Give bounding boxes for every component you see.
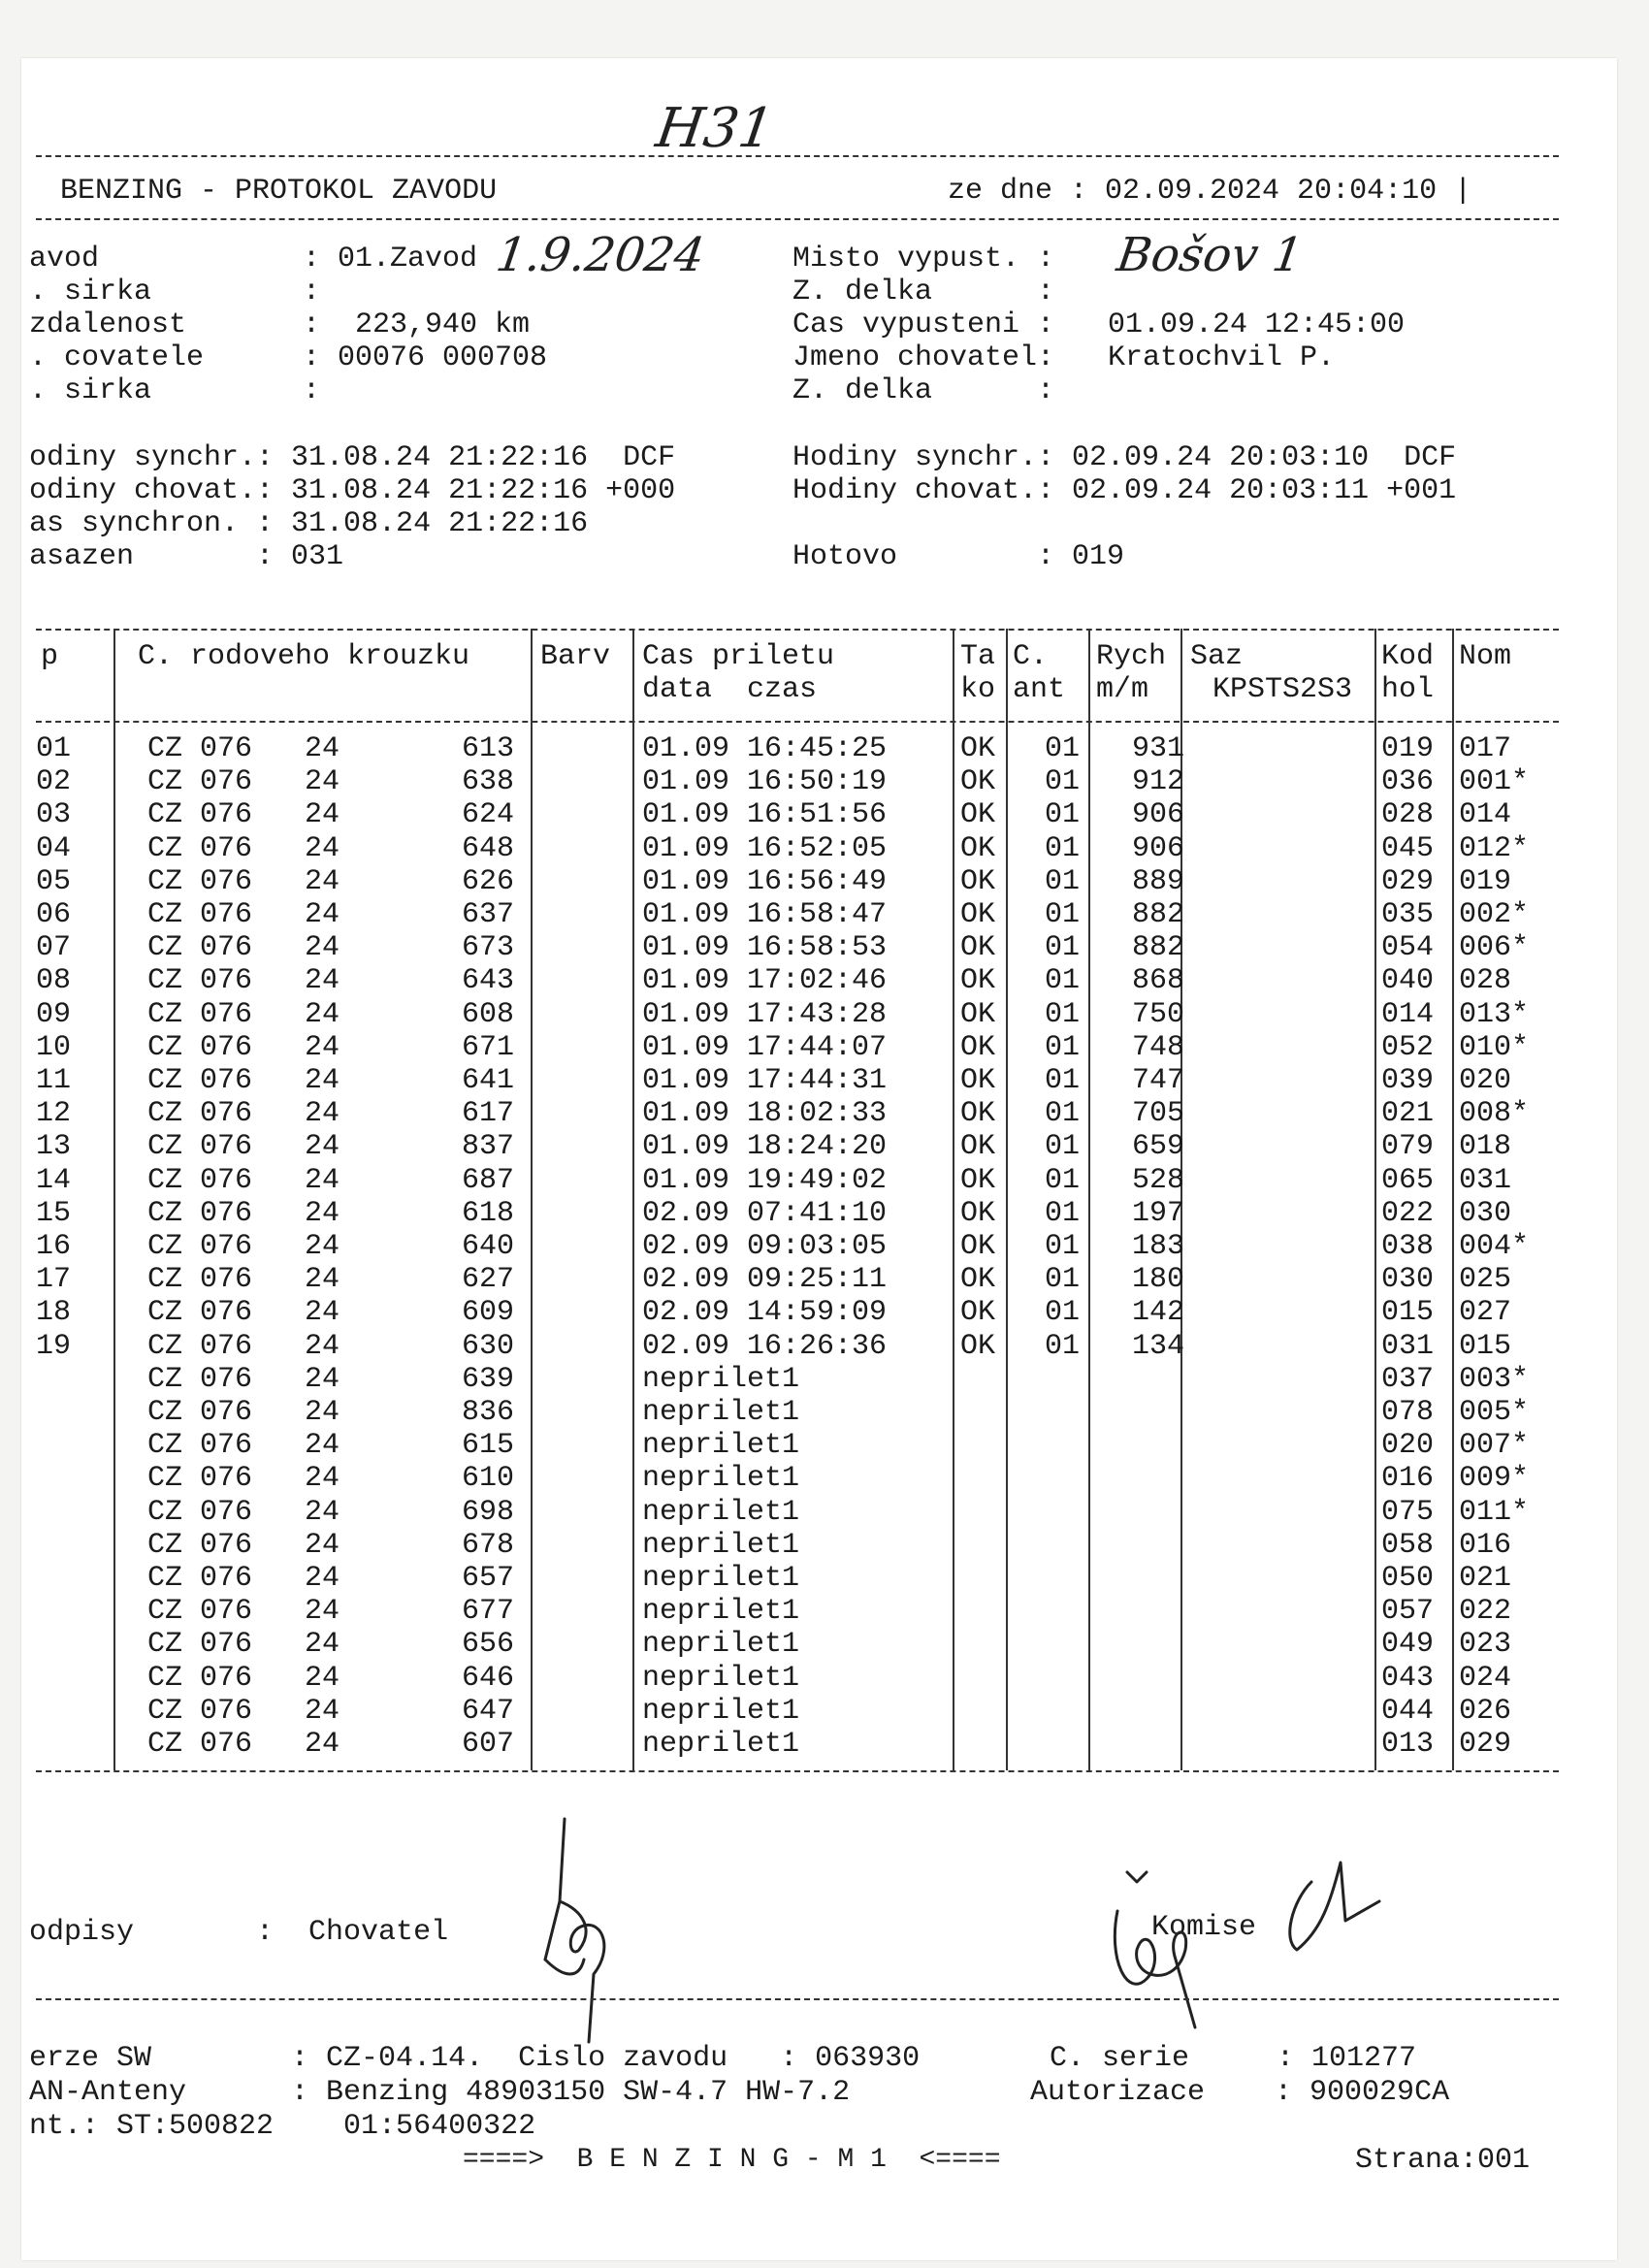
cell-antenna: 01	[1045, 964, 1081, 998]
cell-position: 08	[36, 964, 72, 998]
cell-code: 039	[1381, 1064, 1435, 1097]
cell-ring-number: CZ 076 24 687	[147, 1163, 515, 1197]
info-label: . covatele	[29, 341, 205, 374]
cell-code: 036	[1381, 765, 1435, 799]
cell-nomination: 005*	[1459, 1396, 1530, 1429]
cell-arrival-time: 02.09 16:26:36	[642, 1329, 888, 1363]
cell-speed: 889	[1132, 864, 1185, 898]
cell-speed: 705	[1132, 1097, 1185, 1131]
cell-tako: OK	[960, 997, 996, 1031]
cell-speed: 183	[1132, 1230, 1185, 1263]
cell-tako: OK	[960, 1230, 996, 1263]
cell-tako: OK	[960, 765, 996, 799]
info-label: . sirka	[29, 275, 152, 308]
footer-device: ====> B E N Z I N G - M 1 <====	[463, 2145, 1001, 2175]
cell-speed: 882	[1132, 898, 1185, 931]
table-header-ring: C. rodoveho krouzku	[138, 640, 470, 673]
cell-tako: OK	[960, 1097, 996, 1131]
cell-code: 013	[1381, 1728, 1435, 1761]
cell-ring-number: CZ 076 24 613	[147, 732, 515, 765]
cell-tako: OK	[960, 1064, 996, 1097]
cell-position: 14	[36, 1163, 72, 1197]
cell-antenna: 01	[1045, 997, 1081, 1031]
cell-speed: 882	[1132, 931, 1185, 965]
cell-antenna: 01	[1045, 1263, 1081, 1297]
cell-code: 022	[1381, 1196, 1435, 1230]
table-column-line	[1452, 629, 1454, 1770]
breeder-signature	[526, 1814, 681, 2047]
cell-nomination: 019	[1459, 864, 1512, 898]
table-header-por: p	[41, 640, 59, 673]
cell-position: 16	[36, 1230, 72, 1263]
cell-code: 065	[1381, 1163, 1435, 1197]
cell-nomination: 006*	[1459, 931, 1530, 965]
cell-nomination: 018	[1459, 1130, 1512, 1164]
cell-arrival-time: neprilet1	[642, 1628, 800, 1662]
table-header-time: Cas priletu	[642, 640, 835, 673]
cell-speed: 906	[1132, 798, 1185, 832]
cell-ring-number: CZ 076 24 626	[147, 864, 515, 898]
cell-ring-number: CZ 076 24 637	[147, 898, 515, 931]
cell-speed: 748	[1132, 1030, 1185, 1064]
footer-antenna: AN-Anteny : Benzing 48903150 SW-4.7 HW-7.2	[29, 2076, 851, 2109]
cell-arrival-time: 02.09 07:41:10	[642, 1196, 888, 1230]
cell-arrival-time: neprilet1	[642, 1396, 800, 1429]
cell-position: 12	[36, 1097, 72, 1131]
cell-code: 052	[1381, 1030, 1435, 1064]
info-value: :	[303, 374, 321, 407]
cell-tako: OK	[960, 798, 996, 832]
cell-antenna: 01	[1045, 1163, 1081, 1197]
cell-ring-number: CZ 076 24 639	[147, 1362, 515, 1396]
cell-speed: 142	[1132, 1296, 1185, 1330]
info-value: : 223,940 km	[303, 308, 531, 341]
info-label: Z. delka :	[792, 374, 1055, 407]
sync-line: odiny chovat.: 31.08.24 21:22:16 +000	[29, 474, 676, 507]
cell-ring-number: CZ 076 24 607	[147, 1728, 515, 1761]
footer-serial: C. serie : 101277	[1050, 2042, 1417, 2075]
sync-line: as synchron. : 31.08.24 21:22:16	[29, 507, 589, 540]
cell-arrival-time: 01.09 17:44:31	[642, 1064, 888, 1097]
commission-label: Komise	[1151, 1911, 1257, 1944]
cell-arrival-time: 02.09 09:03:05	[642, 1230, 888, 1263]
cell-ring-number: CZ 076 24 610	[147, 1462, 515, 1496]
table-bottom-rule	[36, 1770, 1559, 1772]
signature-label: odpisy : Chovatel	[29, 1916, 449, 1949]
cell-arrival-time: neprilet1	[642, 1694, 800, 1728]
handwritten-race-date: 1.9.2024	[493, 228, 708, 282]
cell-arrival-time: 01.09 16:45:25	[642, 732, 888, 765]
cell-code: 028	[1381, 798, 1435, 832]
cell-nomination: 009*	[1459, 1462, 1530, 1496]
cell-arrival-time: neprilet1	[642, 1562, 800, 1595]
cell-arrival-time: 01.09 17:02:46	[642, 964, 888, 998]
table-header-tako: Ta	[960, 640, 996, 673]
table-column-line	[632, 629, 634, 1770]
cell-nomination: 031	[1459, 1163, 1512, 1197]
table-header-saz: Saz	[1190, 640, 1244, 673]
sync-line: asazen : 031	[29, 540, 344, 573]
cell-tako: OK	[960, 1196, 996, 1230]
cell-speed: 134	[1132, 1329, 1185, 1363]
cell-nomination: 029	[1459, 1728, 1512, 1761]
cell-speed: 868	[1132, 964, 1185, 998]
cell-nomination: 012*	[1459, 831, 1530, 865]
cell-arrival-time: 01.09 16:58:53	[642, 931, 888, 965]
cell-position: 09	[36, 997, 72, 1031]
table-header-kod2: hol	[1381, 673, 1435, 706]
cell-code: 038	[1381, 1230, 1435, 1263]
cell-tako: OK	[960, 732, 996, 765]
cell-nomination: 016	[1459, 1528, 1512, 1562]
cell-arrival-time: neprilet1	[642, 1595, 800, 1629]
cell-ring-number: CZ 076 24 641	[147, 1064, 515, 1097]
cell-arrival-time: 01.09 18:24:20	[642, 1130, 888, 1164]
footer-sw-version: erze SW : CZ-04.14. Cislo zavodu : 063930	[29, 2042, 921, 2075]
sync-line: Hotovo : 019	[792, 540, 1125, 573]
cell-nomination: 024	[1459, 1661, 1512, 1695]
cell-ring-number: CZ 076 24 638	[147, 765, 515, 799]
cell-ring-number: CZ 076 24 837	[147, 1130, 515, 1164]
cell-position: 04	[36, 831, 72, 865]
cell-code: 014	[1381, 997, 1435, 1031]
cell-code: 031	[1381, 1329, 1435, 1363]
cell-speed: 906	[1132, 831, 1185, 865]
table-header-kod: Kod	[1381, 640, 1435, 673]
cell-position: 07	[36, 931, 72, 965]
cell-code: 049	[1381, 1628, 1435, 1662]
cell-position: 01	[36, 732, 72, 765]
cell-antenna: 01	[1045, 1097, 1081, 1131]
cell-ring-number: CZ 076 24 608	[147, 997, 515, 1031]
cell-nomination: 023	[1459, 1628, 1512, 1662]
report-date: ze dne : 02.09.2024 20:04:10 |	[948, 175, 1472, 208]
cell-ring-number: CZ 076 24 836	[147, 1396, 515, 1429]
cell-nomination: 003*	[1459, 1362, 1530, 1396]
info-value: : 01.Zavod	[303, 243, 478, 275]
info-label: avod	[29, 243, 100, 275]
cell-antenna: 01	[1045, 831, 1081, 865]
cell-arrival-time: 01.09 16:51:56	[642, 798, 888, 832]
cell-code: 035	[1381, 898, 1435, 931]
cell-tako: OK	[960, 1163, 996, 1197]
info-value: Kratochvil P.	[1108, 341, 1336, 374]
cell-arrival-time: 01.09 17:44:07	[642, 1030, 888, 1064]
cell-antenna: 01	[1045, 1130, 1081, 1164]
cell-arrival-time: 01.09 18:02:33	[642, 1097, 888, 1131]
cell-nomination: 027	[1459, 1296, 1512, 1330]
handwritten-release-place: Bošov 1	[1114, 228, 1307, 282]
table-column-line	[1374, 629, 1376, 1770]
cell-speed: 750	[1132, 997, 1185, 1031]
table-column-line	[1088, 629, 1090, 1770]
cell-ring-number: CZ 076 24 643	[147, 964, 515, 998]
cell-ring-number: CZ 076 24 630	[147, 1329, 515, 1363]
document-title: BENZING - PROTOKOL ZAVODU	[60, 175, 498, 208]
cell-arrival-time: 01.09 19:49:02	[642, 1163, 888, 1197]
cell-code: 016	[1381, 1462, 1435, 1496]
cell-ring-number: CZ 076 24 609	[147, 1296, 515, 1330]
cell-nomination: 030	[1459, 1196, 1512, 1230]
cell-ring-number: CZ 076 24 677	[147, 1595, 515, 1629]
info-label: Cas vypusteni :	[792, 308, 1055, 341]
sync-line: Hodiny chovat.: 02.09.24 20:03:11 +001	[792, 474, 1457, 507]
cell-antenna: 01	[1045, 1329, 1081, 1363]
cell-speed: 747	[1132, 1064, 1185, 1097]
cell-nomination: 028	[1459, 964, 1512, 998]
cell-antenna: 01	[1045, 1064, 1081, 1097]
info-label: Z. delka :	[792, 275, 1055, 308]
info-label: Misto vypust. :	[792, 243, 1055, 275]
info-label: . sirka	[29, 374, 152, 407]
cell-arrival-time: neprilet1	[642, 1362, 800, 1396]
cell-nomination: 002*	[1459, 898, 1530, 931]
cell-position: 03	[36, 798, 72, 832]
cell-nomination: 020	[1459, 1064, 1512, 1097]
cell-antenna: 01	[1045, 732, 1081, 765]
footer-authorization: Autorizace : 900029CA	[1030, 2076, 1450, 2109]
cell-ring-number: CZ 076 24 698	[147, 1495, 515, 1529]
table-header-speed: Rych	[1096, 640, 1167, 673]
cell-nomination: 015	[1459, 1329, 1512, 1363]
cell-position: 02	[36, 765, 72, 799]
cell-position: 11	[36, 1064, 72, 1097]
cell-speed: 659	[1132, 1130, 1185, 1164]
cell-nomination: 007*	[1459, 1429, 1530, 1463]
table-column-line	[113, 629, 115, 1770]
cell-ring-number: CZ 076 24 618	[147, 1196, 515, 1230]
cell-antenna: 01	[1045, 898, 1081, 931]
cell-code: 030	[1381, 1263, 1435, 1297]
table-header-time2: data czas	[642, 673, 818, 706]
table-header-speed2: m/m	[1096, 673, 1149, 706]
cell-code: 019	[1381, 732, 1435, 765]
cell-code: 037	[1381, 1362, 1435, 1396]
cell-position: 05	[36, 864, 72, 898]
cell-nomination: 004*	[1459, 1230, 1530, 1263]
cell-ring-number: CZ 076 24 673	[147, 931, 515, 965]
cell-antenna: 01	[1045, 931, 1081, 965]
cell-tako: OK	[960, 1296, 996, 1330]
table-header-nom: Nom	[1459, 640, 1512, 673]
cell-arrival-time: 01.09 16:56:49	[642, 864, 888, 898]
cell-code: 044	[1381, 1694, 1435, 1728]
cell-speed: 180	[1132, 1263, 1185, 1297]
cell-speed: 912	[1132, 765, 1185, 799]
info-label: zdalenost	[29, 308, 187, 341]
cell-ring-number: CZ 076 24 646	[147, 1661, 515, 1695]
info-label: Jmeno chovatel:	[792, 341, 1055, 374]
cell-antenna: 01	[1045, 1230, 1081, 1263]
cell-position: 06	[36, 898, 72, 931]
cell-nomination: 026	[1459, 1694, 1512, 1728]
cell-code: 015	[1381, 1296, 1435, 1330]
cell-speed: 931	[1132, 732, 1185, 765]
cell-arrival-time: 01.09 16:50:19	[642, 765, 888, 799]
footer-page-number: Strana:001	[1355, 2144, 1531, 2177]
cell-nomination: 013*	[1459, 997, 1530, 1031]
cell-code: 078	[1381, 1396, 1435, 1429]
cell-ring-number: CZ 076 24 640	[147, 1230, 515, 1263]
cell-position: 19	[36, 1329, 72, 1363]
cell-code: 021	[1381, 1097, 1435, 1131]
cell-antenna: 01	[1045, 798, 1081, 832]
cell-code: 040	[1381, 964, 1435, 998]
cell-code: 045	[1381, 831, 1435, 865]
cell-arrival-time: 02.09 14:59:09	[642, 1296, 888, 1330]
info-value: : 00076 000708	[303, 341, 548, 374]
cell-position: 13	[36, 1130, 72, 1164]
cell-nomination: 011*	[1459, 1495, 1530, 1529]
cell-arrival-time: 01.09 17:43:28	[642, 997, 888, 1031]
table-header-color: Barv	[540, 640, 611, 673]
cell-tako: OK	[960, 931, 996, 965]
cell-ring-number: CZ 076 24 615	[147, 1429, 515, 1463]
cell-antenna: 01	[1045, 765, 1081, 799]
cell-arrival-time: neprilet1	[642, 1462, 800, 1496]
cell-ring-number: CZ 076 24 671	[147, 1030, 515, 1064]
cell-arrival-time: 01.09 16:52:05	[642, 831, 888, 865]
cell-tako: OK	[960, 1329, 996, 1363]
protocol-page	[21, 58, 1617, 2260]
commission-signature	[1088, 1843, 1399, 2037]
cell-tako: OK	[960, 1263, 996, 1297]
cell-ring-number: CZ 076 24 648	[147, 831, 515, 865]
cell-tako: OK	[960, 1030, 996, 1064]
table-column-line	[953, 629, 954, 1770]
header-top-rule	[36, 155, 1559, 157]
cell-arrival-time: neprilet1	[642, 1495, 800, 1529]
cell-code: 058	[1381, 1528, 1435, 1562]
cell-tako: OK	[960, 964, 996, 998]
cell-code: 043	[1381, 1661, 1435, 1695]
cell-antenna: 01	[1045, 1030, 1081, 1064]
cell-nomination: 017	[1459, 732, 1512, 765]
cell-ring-number: CZ 076 24 617	[147, 1097, 515, 1131]
table-header-cant2: ant	[1013, 673, 1066, 706]
cell-code: 054	[1381, 931, 1435, 965]
table-top-rule	[36, 629, 1559, 631]
cell-arrival-time: neprilet1	[642, 1429, 800, 1463]
table-header-rule	[36, 721, 1559, 723]
footer-antenna-ids: nt.: ST:500822 01:56400322	[29, 2110, 536, 2143]
cell-position: 18	[36, 1296, 72, 1330]
cell-tako: OK	[960, 1130, 996, 1164]
cell-nomination: 022	[1459, 1595, 1512, 1629]
footer-rule	[36, 1998, 1559, 2000]
cell-arrival-time: 02.09 09:25:11	[642, 1263, 888, 1297]
cell-arrival-time: 01.09 16:58:47	[642, 898, 888, 931]
header-bottom-rule	[36, 218, 1559, 220]
cell-code: 020	[1381, 1429, 1435, 1463]
cell-antenna: 01	[1045, 864, 1081, 898]
cell-ring-number: CZ 076 24 647	[147, 1694, 515, 1728]
info-value: :	[303, 275, 321, 308]
cell-arrival-time: neprilet1	[642, 1528, 800, 1562]
table-header-cant: C.	[1013, 640, 1049, 673]
cell-code: 075	[1381, 1495, 1435, 1529]
table-column-line	[1006, 629, 1008, 1770]
cell-nomination: 010*	[1459, 1030, 1530, 1064]
cell-speed: 528	[1132, 1163, 1185, 1197]
cell-ring-number: CZ 076 24 678	[147, 1528, 515, 1562]
cell-nomination: 014	[1459, 798, 1512, 832]
table-header-tako2: ko	[960, 673, 996, 706]
cell-code: 057	[1381, 1595, 1435, 1629]
cell-position: 17	[36, 1263, 72, 1297]
cell-ring-number: CZ 076 24 656	[147, 1628, 515, 1662]
table-header-saz2: KPSTS2S3	[1212, 673, 1353, 706]
cell-nomination: 008*	[1459, 1097, 1530, 1131]
info-value: 01.09.24 12:45:00	[1108, 308, 1406, 341]
cell-tako: OK	[960, 898, 996, 931]
cell-arrival-time: neprilet1	[642, 1661, 800, 1695]
cell-code: 050	[1381, 1562, 1435, 1595]
cell-antenna: 01	[1045, 1196, 1081, 1230]
cell-code: 079	[1381, 1130, 1435, 1164]
cell-speed: 197	[1132, 1196, 1185, 1230]
cell-code: 029	[1381, 864, 1435, 898]
handwritten-code: H31	[652, 97, 778, 160]
sync-line: Hodiny synchr.: 02.09.24 20:03:10 DCF	[792, 441, 1457, 474]
cell-tako: OK	[960, 831, 996, 865]
cell-nomination: 025	[1459, 1263, 1512, 1297]
cell-nomination: 021	[1459, 1562, 1512, 1595]
cell-ring-number: CZ 076 24 624	[147, 798, 515, 832]
cell-tako: OK	[960, 864, 996, 898]
cell-ring-number: CZ 076 24 657	[147, 1562, 515, 1595]
table-column-line	[531, 629, 533, 1770]
cell-arrival-time: neprilet1	[642, 1728, 800, 1761]
cell-nomination: 001*	[1459, 765, 1530, 799]
sync-line: odiny synchr.: 31.08.24 21:22:16 DCF	[29, 441, 676, 474]
cell-position: 10	[36, 1030, 72, 1064]
cell-ring-number: CZ 076 24 627	[147, 1263, 515, 1297]
cell-position: 15	[36, 1196, 72, 1230]
cell-antenna: 01	[1045, 1296, 1081, 1330]
